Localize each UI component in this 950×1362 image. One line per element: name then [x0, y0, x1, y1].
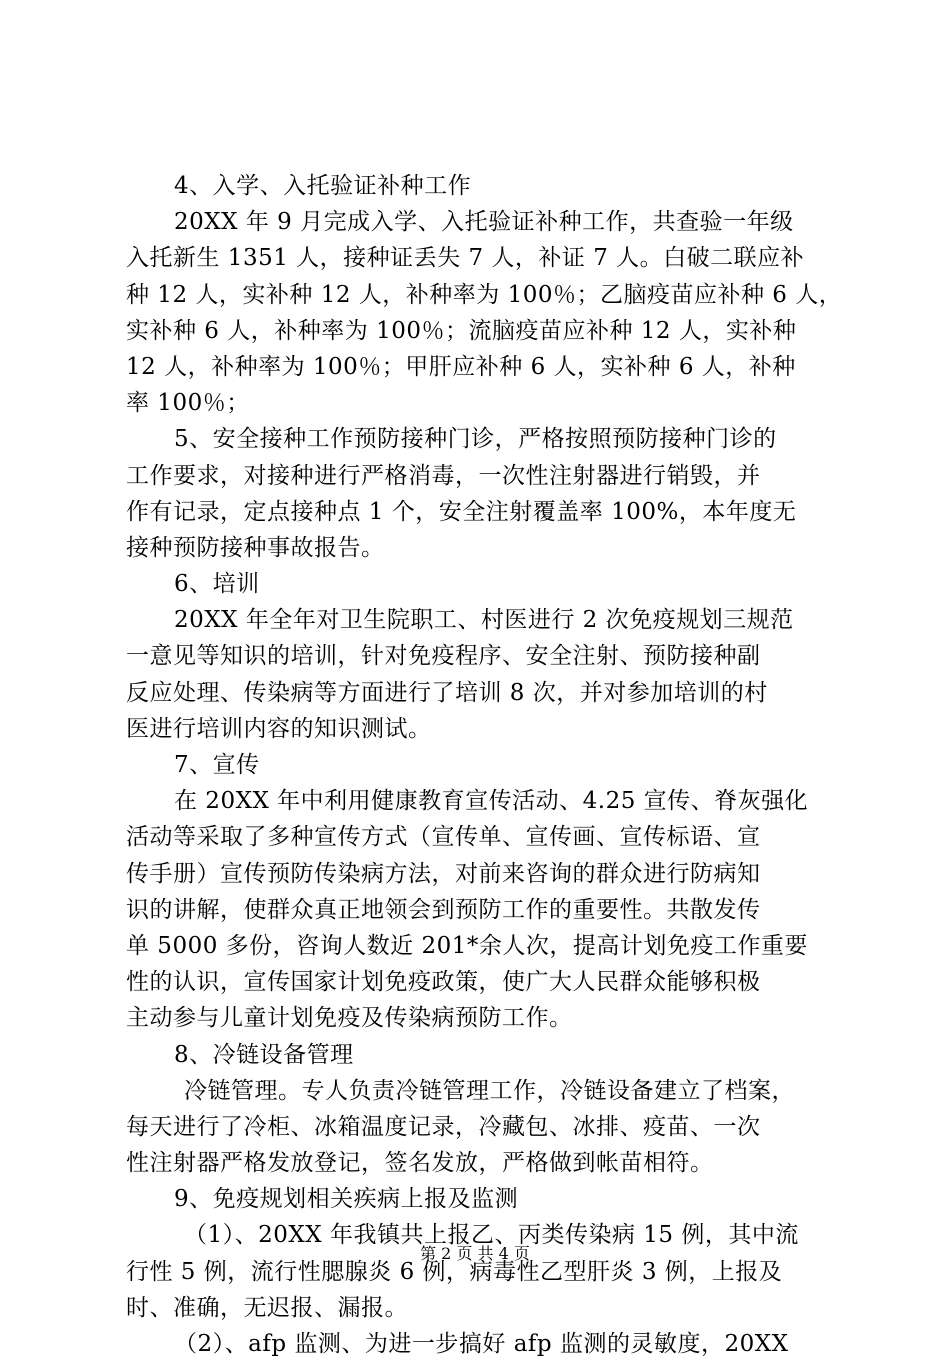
paragraph-line: 主动参与儿童计划免疫及传染病预防工作。 [126, 1005, 573, 1032]
paragraph-line: 医进行培训内容的知识测试。 [126, 715, 432, 742]
paragraph-line: 在 20XX 年中利用健康教育宣传活动、4.25 宣传、脊灰强化 [174, 788, 809, 815]
paragraph-line: 性注射器严格发放登记，签名发放，严格做到帐苗相符。 [126, 1150, 714, 1177]
paragraph-line: 冷链管理。专人负责冷链管理工作，冷链设备建立了档案， [184, 1077, 795, 1104]
paragraph-line: 20XX 年全年对卫生院职工、村医进行 2 次免疫规划三规范 [174, 607, 794, 634]
paragraph-line: 入托新生 1351 人，接种证丢失 7 人，补证 7 人。白破二联应补 [126, 245, 805, 272]
paragraph-line: 识的讲解，使群众真正地领会到预防工作的重要性。共散发传 [126, 896, 761, 923]
paragraph-line: 工作要求，对接种进行严格消毒，一次性注射器进行销毁，并 [126, 462, 761, 489]
paragraph-line: 行性 5 例，流行性腮腺炎 6 例，病毒性乙型肝炎 3 例，上报及 [126, 1258, 783, 1285]
paragraph-line: 性的认识，宣传国家计划免疫政策，使广大人民群众能够积极 [126, 969, 761, 996]
paragraph-line: 单 5000 多份，咨询人数近 201*余人次，提高计划免疫工作重要 [126, 932, 808, 959]
section-heading-4: 4、入学、入托验证补种工作 [174, 173, 472, 199]
paragraph-line: 传手册）宣传预防传染病方法，对前来咨询的群众进行防病知 [126, 860, 761, 887]
paragraph-line: 接种预防接种事故报告。 [126, 534, 385, 561]
paragraph-line: 作有记录，定点接种点 1 个，安全注射覆盖率 100%，本年度无 [126, 498, 797, 525]
section-heading-9: 9、免疫规划相关疾病上报及监测 [174, 1186, 519, 1213]
paragraph-line: 12 人，补种率为 100％；甲肝应补种 6 人，实补种 6 人，补种 [126, 353, 796, 380]
document-body [126, 168, 843, 1362]
paragraph-line: 20XX 年 9 月完成入学、入托验证补种工作，共查验一年级 [174, 209, 794, 236]
paragraph-line: 实补种 6 人，补种率为 100％；流脑疫苗应补种 12 人，实补种 [126, 317, 797, 344]
paragraph-line: 时、准确，无迟报、漏报。 [126, 1294, 408, 1321]
paragraph-line: 反应处理、传染病等方面进行了培训 8 次，并对参加培训的村 [126, 679, 768, 706]
section-heading-5: 5、安全接种工作预防接种门诊，严格按照预防接种门诊的 [174, 426, 777, 453]
section-heading-8: 8、冷链设备管理 [174, 1041, 354, 1068]
paragraph-line: 活动等采取了多种宣传方式（宣传单、宣传画、宣传标语、宣 [126, 824, 761, 851]
paragraph-line: （2）、afp 监测、为进一步搞好 afp 监测的灵敏度，20XX [174, 1331, 789, 1357]
paragraph-line: 率 100％； [126, 390, 250, 417]
paragraph-line: 每天进行了冷柜、冰箱温度记录，冷藏包、冰排、疫苗、一次 [126, 1113, 761, 1140]
paragraph-line: 种 12 人，实补种 12 人，补种率为 100％；乙脑疫苗应补种 6 人， [126, 281, 843, 308]
page-number-footer: 第 2 页 共 4 页 [420, 1244, 530, 1263]
section-heading-7: 7、宣传 [174, 752, 260, 778]
section-heading-6: 6、培训 [174, 571, 260, 598]
paragraph-line: （1）、20XX 年我镇共上报乙、丙类传染病 15 例，其中流 [184, 1222, 799, 1249]
paragraph-line: 一意见等知识的培训，针对免疫程序、安全注射、预防接种副 [126, 643, 761, 670]
